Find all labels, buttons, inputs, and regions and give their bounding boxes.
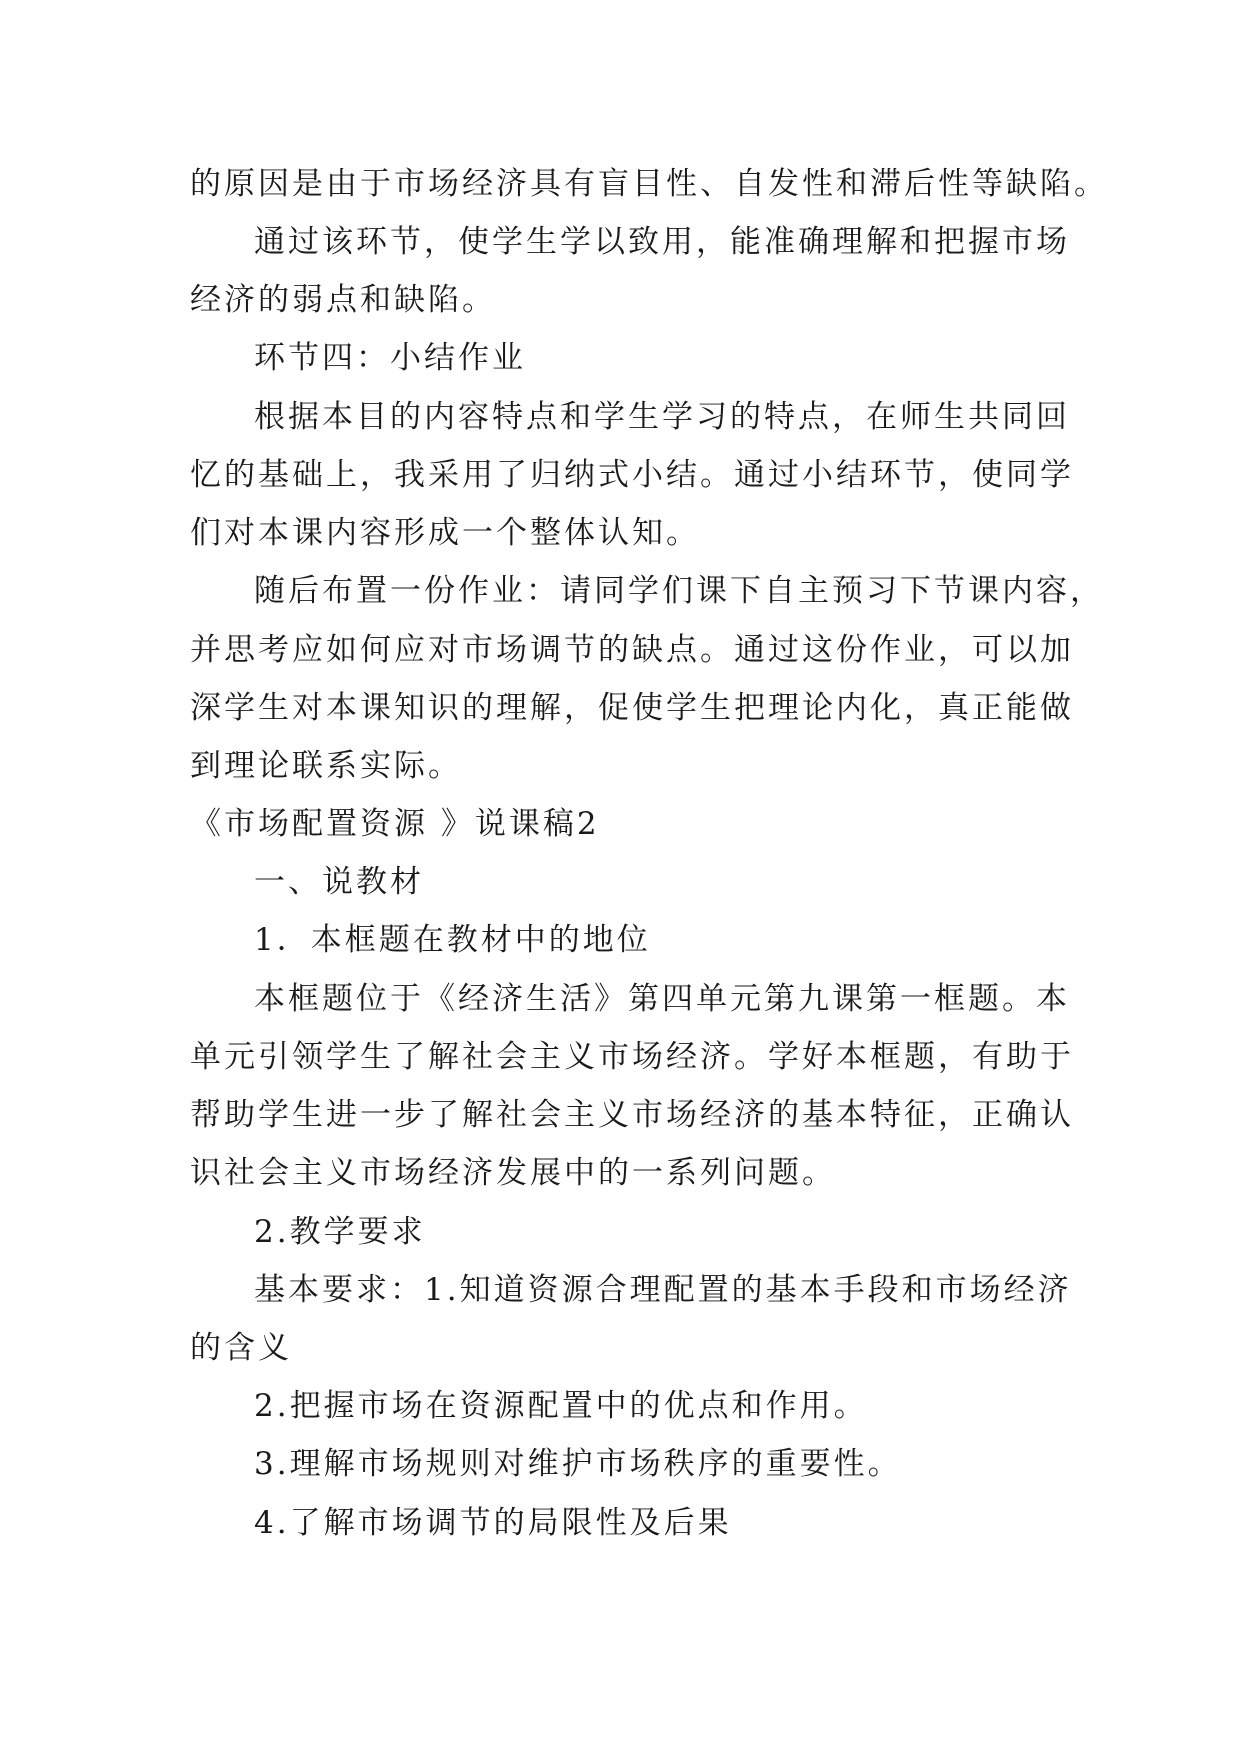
- list-item: 4.了解市场调节的局限性及后果: [254, 1505, 732, 1541]
- text-line: 到理论联系实际。: [190, 748, 462, 784]
- text-line: 经济的弱点和缺陷。: [190, 282, 496, 318]
- text-line: 本框题位于《经济生活》第四单元第九课第一框题。本: [254, 981, 1070, 1017]
- subsection-heading: 2.教学要求: [254, 1214, 426, 1250]
- section-heading: 一、说教材: [254, 864, 424, 900]
- text-line: 并思考应如何应对市场调节的缺点。通过这份作业，可以加: [190, 632, 1074, 668]
- subsection-heading: 1．本框题在教材中的地位: [254, 922, 651, 958]
- text-line: 根据本目的内容特点和学生学习的特点，在师生共同回: [254, 399, 1070, 435]
- text-line: 忆的基础上，我采用了归纳式小结。通过小结环节，使同学: [190, 457, 1074, 493]
- text-line: 的含义: [190, 1330, 292, 1366]
- document-title: 《市场配置资源 》说课稿2: [190, 806, 600, 842]
- text-line: 基本要求：1.知道资源合理配置的基本手段和市场经济: [254, 1272, 1072, 1308]
- text-line: 的原因是由于市场经济具有盲目性、自发性和滞后性等缺陷。: [190, 166, 1108, 202]
- text-line: 深学生对本课知识的理解，促使学生把理论内化，真正能做: [190, 690, 1074, 726]
- text-line: 单元引领学生了解社会主义市场经济。学好本框题，有助于: [190, 1039, 1074, 1075]
- text-line: 通过该环节，使学生学以致用，能准确理解和把握市场: [254, 224, 1070, 260]
- text-line: 识社会主义市场经济发展中的一系列问题。: [190, 1155, 836, 1191]
- list-item: 3.理解市场规则对维护市场秩序的重要性。: [254, 1446, 902, 1482]
- text-line: 们对本课内容形成一个整体认知。: [190, 515, 700, 551]
- list-item: 2.把握市场在资源配置中的优点和作用。: [254, 1388, 868, 1424]
- text-line: 帮助学生进一步了解社会主义市场经济的基本特征，正确认: [190, 1097, 1074, 1133]
- section-heading: 环节四：小结作业: [254, 340, 526, 376]
- text-line: 随后布置一份作业：请同学们课下自主预习下节课内容，: [254, 573, 1104, 609]
